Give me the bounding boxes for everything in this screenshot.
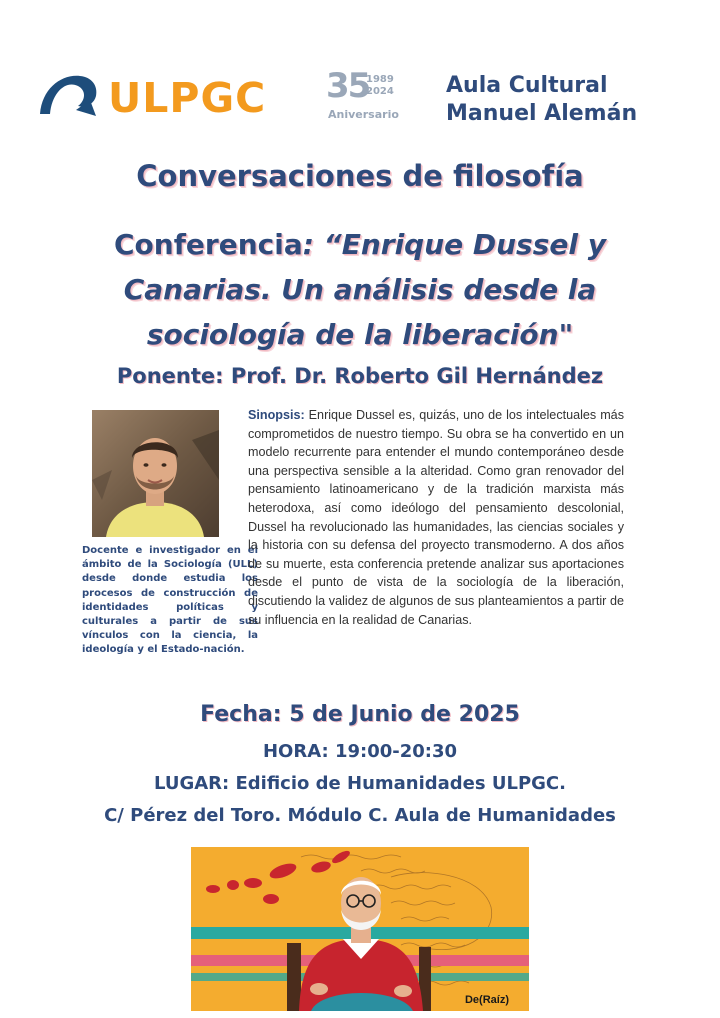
aula-line-1: Aula Cultural [446, 73, 608, 98]
event-place-line-1: LUGAR: Edificio de Humanidades ULPGC. [154, 773, 566, 794]
anniversary-label: Aniversario [328, 108, 399, 121]
aula-cultural-title [446, 72, 637, 128]
ulpgc-logo-text: ULPGC [108, 74, 267, 122]
anniversary-number: 35 [326, 66, 370, 106]
conference-title-text: : “Enrique Dussel y Canarias. Un análisis desde la sociología de la liberación" [123, 228, 606, 351]
event-place-line-2: C/ Pérez del Toro. Módulo C. Aula de Humanidades [104, 805, 616, 826]
speaker-photo [92, 410, 219, 537]
speaker-line: Ponente: Prof. Dr. Roberto Gil Hernández [116, 364, 604, 388]
illustration-signature: De(Raíz) [464, 994, 509, 1006]
ulpgc-wave-icon [36, 70, 100, 120]
anniversary-years [366, 74, 394, 98]
synopsis-label: Sinopsis: [248, 408, 305, 422]
synopsis [248, 406, 624, 629]
conference-title [0, 222, 720, 357]
event-hour: HORA: 19:00-20:30 [262, 741, 458, 762]
anniversary-year-end: 2024 [366, 86, 394, 97]
aula-line-2: Manuel Alemán [446, 101, 638, 126]
conference-prefix: Conferencia [114, 228, 303, 261]
speaker-bio: Docente e investigador en el ámbito de la Sociología (ULL) desde donde estudia los procesos de construcción de identidades políticas y culturales a partir de sus vínculos con la ciencia, la ideología y el Estado-nación. [82, 545, 258, 656]
series-title: Conversaciones de filosofía [136, 159, 584, 193]
synopsis-text: Enrique Dussel es, quizás, uno de los intelectuales más comprometidos de nuestro tiempo. Su obra se ha convertido en un modelo recurrente para entender el mundo contemporáneo desde una perspectiva sensible a la alteridad. Como gran renovador del pensamiento latinoamericano y de la tradición marxista más heterodoxa, así como ideólogo del pensamiento descolonial, Dussel ha revolucionado las humanidades, las ciencias sociales y la historia con su defensa del proyecto transmoderno. A dos años de su muerte, esta conferencia pretende analizar sus aportaciones desde el punto de vista de la sociología de la liberación, discutiendo la validez de algunos de sus planteamientos a partir de su influencia en la realidad de Canarias. [248, 408, 624, 627]
anniversary-year-start: 1989 [366, 74, 394, 85]
event-date: Fecha: 5 de Junio de 2025 [200, 702, 520, 727]
dussel-illustration [191, 847, 529, 1011]
